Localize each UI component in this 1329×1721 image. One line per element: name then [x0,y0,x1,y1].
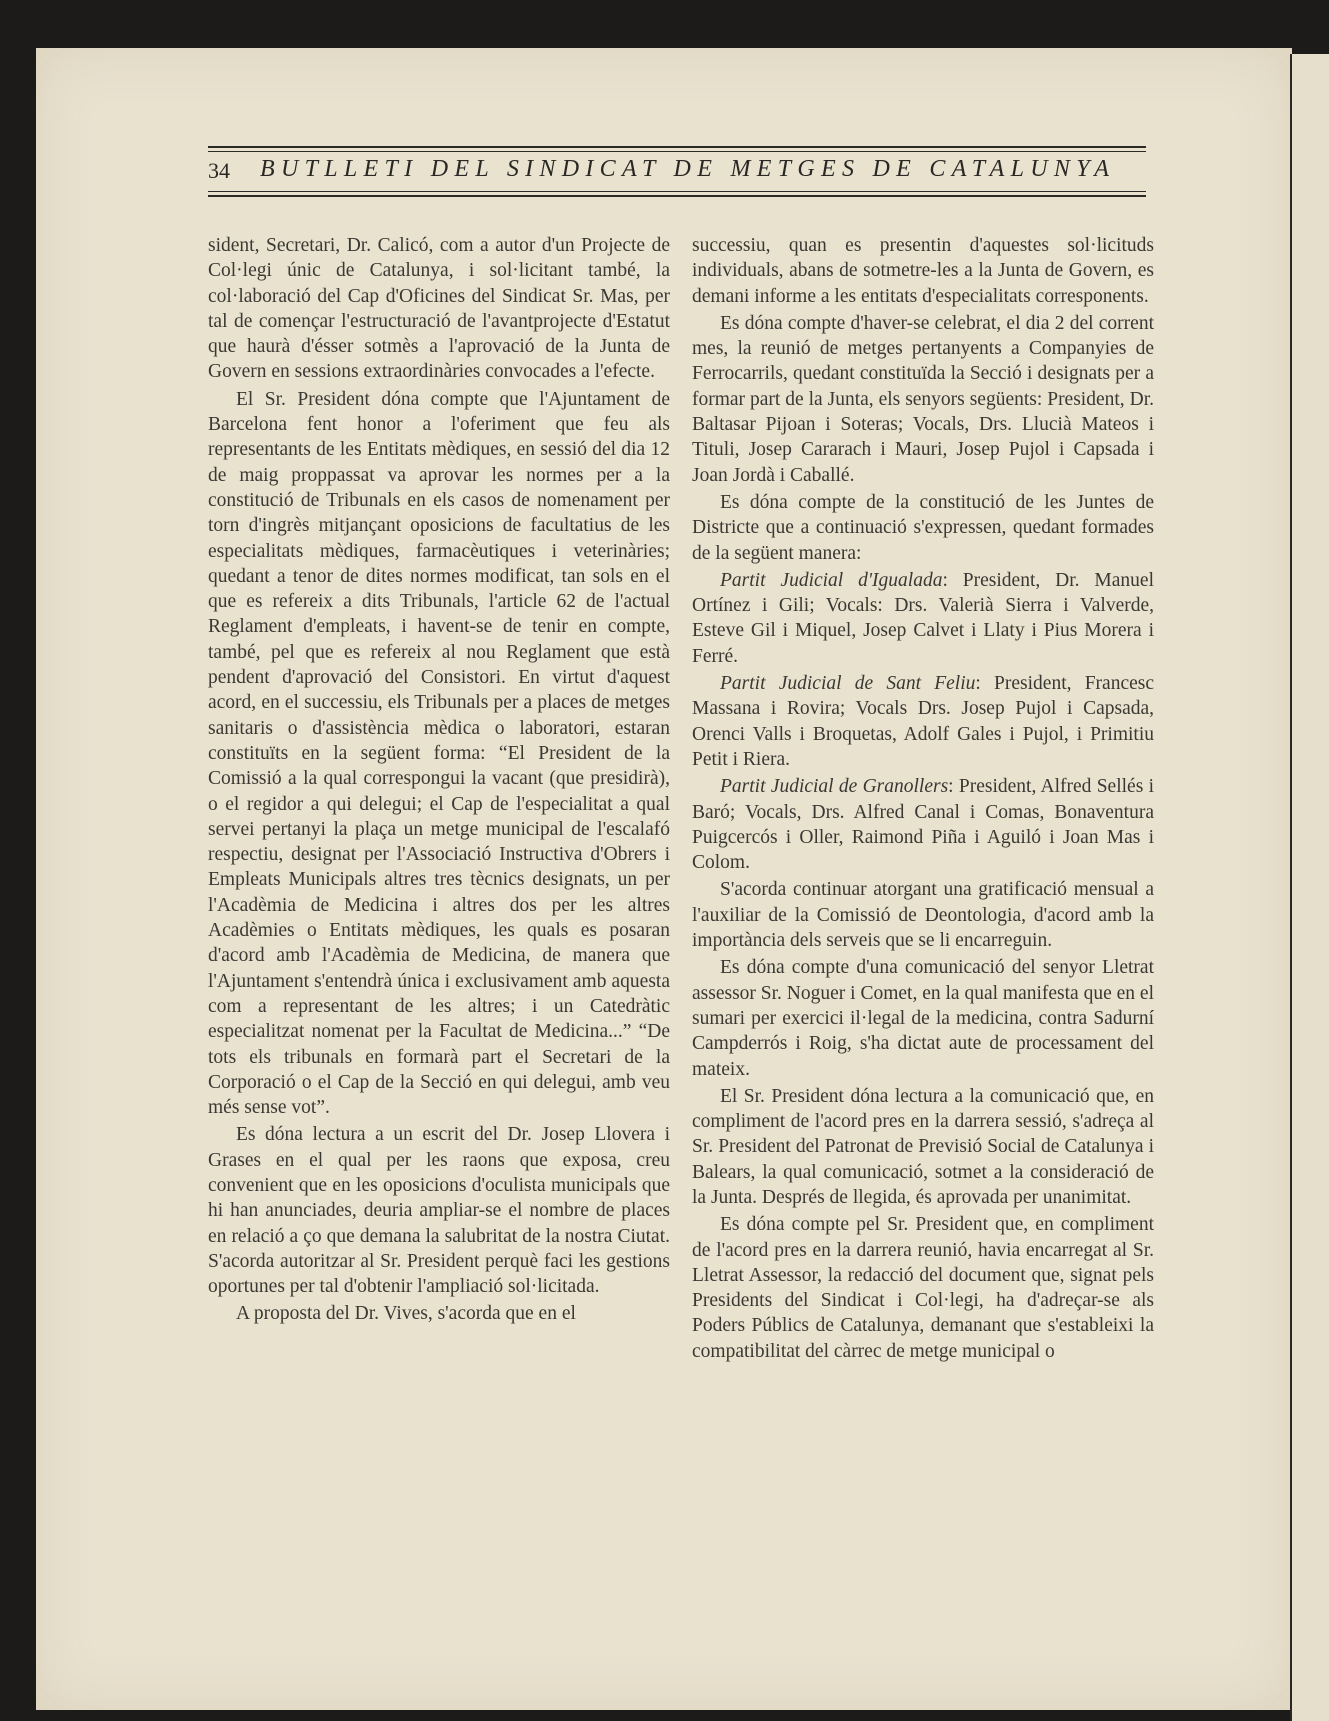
paragraph: Es dóna lectura a un escrit del Dr. Josep Llovera i Grases en el qual per les raons que exposa, creu convenient que en les oposicions d'oculista municipals que hi han anunciades, deuria ampliar-se el nombre de places en relació a ço que demana la salubritat de la nostra Ciutat. S'acorda autoritzar al Sr. President perquè faci les gestions oportunes per tal d'obtenir l'ampliació sol·licitada. [208,1124,670,1298]
header-rule-top-thin [208,151,1146,152]
district-name: Partit Judicial d'Igualada [720,569,943,591]
district-name: Partit Judicial de Granollers [720,776,949,798]
paragraph: Es dóna compte pel Sr. President que, en compliment de l'acord pres en la darrera reunió, havia encarregat al Sr. Lletrat Assessor, la redacció del document que, signat pels Presidents del Sindicat i Col·legi, ha d'adreçar-se als Poders Públics de Catalunya, demanant que s'estableixi la compatibilitat del càrrec de metge municipal o [692,1214,1154,1362]
paragraph: successiu, quan es presentin d'aquestes sol·licituds individuals, abans de sotmetre-les a la Junta de Govern, es demani informe a les entitats d'especialitats corresponents. [692,235,1154,307]
district-members: : President, Francesc Massana i Rovira; Vocals Drs. Josep Pujol i Capsada, Orenci Valls i Broquetas, Adolf Gales i Pujol, i Primitiu Petit i Riera. [692,673,1154,770]
journal-title: BUTLLETI DEL SINDICAT DE METGES DE CATALUNYA [260,156,1116,182]
paragraph: El Sr. President dóna compte que l'Ajuntament de Barcelona fent honor a l'oferiment que feu als representants de les Entitats mèdiques, en sessió del dia 12 de maig proppassat va aprovar les normes per a la constitució de Tribunals en els casos de nomenament per torn d'ingrès mitjançant oposicions de facultatius de les especialitats mèdiques, farmacèutiques i veterinàries; quedant a tenor de dites normes modificat, tan sols en el que es refereix a dits Tribunals, l'article 62 de l'actual Reglament d'empleats, i havent-se de tenir en compte, també, pel que es refereix al nou Reglament que està pendent d'aprovació del Consistori. En virtut d'aquest acord, en el successiu, els Tribunals per a places de metges sanitaris o d'assistència mèdica o laboratori, estaran constituïts en la següent forma: “El President de la Comissió a la qual correspongui la vacant (que presidirà), o el regidor a qui delegui; el Cap de l'especialitat a qual servei pertanyi la plaça un metge municipal de l'escalafó respectiu, designat per l'Associació Instructiva d'Obrers i Empleats Municipals altres tres tècnics designats, un per l'Acadèmia de Medicina i altres dos per les altres Acadèmies o Entitats mèdiques, les quals es posaran d'acord amb l'Acadèmia de Medicina, de manera que l'Ajuntament s'entendrà única i exclusivament amb aquesta com a representant de les altres; i un Catedràtic especialitzat nomenat per la Facultat de Medicina...” “De tots els tribunals en formarà part el Secretari de la Corporació o el Cap de la Secció en qui delegui, amb veu més sense vot”. [208,388,670,1119]
paragraph: Es dóna compte d'una comunicació del senyor Lletrat assessor Sr. Noguer i Comet, en la qual manifesta que en el sumari per exercici il·legal de la medicina, contra Sadurní Campderrós i Roig, s'ha dictat aute de processament del mateix. [692,957,1154,1080]
paragraph: El Sr. President dóna lectura a la comunicació que, en compliment de l'acord pres en la darrera sessió, s'adreça al Sr. President del Patronat de Previsió Social de Catalunya i Balears, la qual comunicació, sotmet a la consideració de la Junta. Després de llegida, és aprovada per unanimitat. [692,1085,1154,1208]
district-members: : President, Alfred Sellés i Baró; Vocals, Drs. Alfred Canal i Comas, Bonaventura Puigcercós i Oller, Raimond Piña i Aguiló i Joan Mas i Colom. [692,776,1154,874]
paragraph [692,671,1154,772]
next-page-edge [1290,54,1329,1721]
header-rule-top [208,146,1146,148]
running-header [208,146,1146,200]
paragraph: S'acorda continuar atorgant una gratificació mensual a l'auxiliar de la Comissió de Deontologia, d'acord amb la importància dels serveis que se li encarreguin. [692,879,1154,952]
page-number: 34 [208,158,230,183]
paragraph [692,774,1154,875]
paragraph: Es dóna compte de la constitució de les Juntes de Districte que a continuació s'expressen, quedant formades de la següent manera: [692,491,1154,564]
paragraph: Es dóna compte d'haver-se celebrat, el dia 2 del corrent mes, la reunió de metges pertanyents a Companyies de Ferrocarrils, quedant constituïda la Secció i designats per a formar part de la Junta, els senyors següents: President, Dr. Baltasar Pijoan i Soteras; Vocals, Drs. Llucià Mateos i Tituli, Josep Cararach i Mauri, Josep Pujol i Capsada i Joan Jordà i Caballé. [692,312,1154,486]
district-name: Partit Judicial de Sant Feliu [720,673,976,695]
header-rule-bottom [208,195,1146,197]
header-rule-bottom-thin [208,191,1146,192]
right-column [692,233,1154,1364]
left-column [208,233,670,1327]
paragraph [692,568,1154,669]
paragraph: sident, Secretari, Dr. Calicó, com a autor d'un Projecte de Col·legi únic de Catalunya, i sol·licitant també, la col·laboració del Cap d'Oficines del Sindicat Sr. Mas, per tal de començar l'estructuració de l'avantprojecte d'Estatut que haurà d'ésser sotmès a l'aprovació de la Junta de Govern en sessions extraordinàries convocades a l'efecte. [208,235,670,383]
district-members: : President, Dr. Manuel Ortínez i Gili; Vocals: Drs. Valerià Sierra i Valverde, Esteve Gil i Miquel, Josep Calvet i Llaty i Pius Morera i Ferré. [692,569,1154,667]
paragraph: A proposta del Dr. Vives, s'acorda que en el [236,1303,576,1325]
